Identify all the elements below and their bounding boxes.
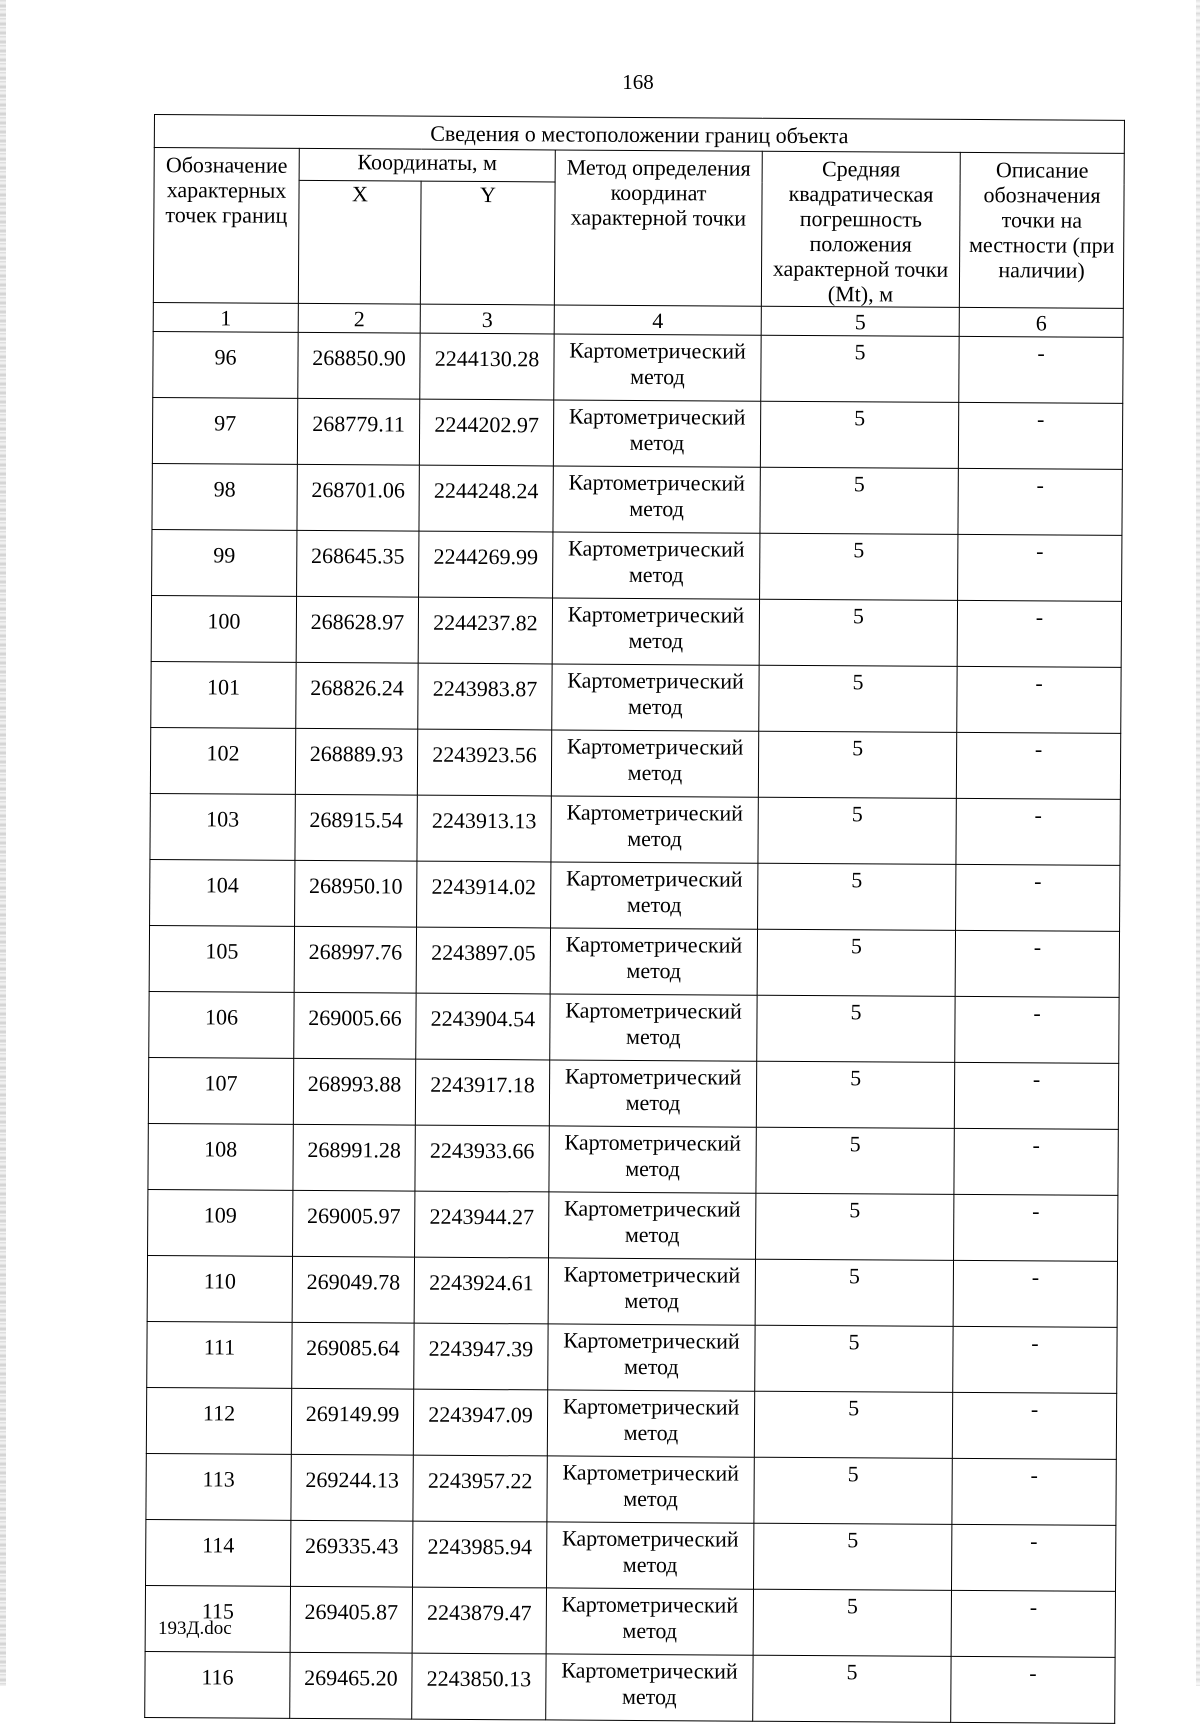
table-row xyxy=(153,331,1123,403)
point-cell: 104 xyxy=(150,859,295,926)
point-cell: 114 xyxy=(146,1519,291,1586)
table-row xyxy=(151,661,1121,733)
error-cell: 5 xyxy=(759,599,957,666)
x-coordinate-cell: 269465.20 xyxy=(290,1652,412,1719)
method-cell: Картометрический метод xyxy=(550,994,757,1061)
error-cell: 5 xyxy=(757,995,955,1062)
point-cell: 111 xyxy=(147,1321,292,1388)
x-coordinate-cell: 268915.54 xyxy=(295,794,417,861)
point-cell: 115 xyxy=(145,1585,290,1652)
y-coordinate-cell: 2244237.82 xyxy=(418,597,552,664)
description-cell: - xyxy=(958,468,1122,535)
description-cell: - xyxy=(955,996,1119,1063)
error-cell: 5 xyxy=(754,1457,952,1524)
page-number: 168 xyxy=(622,70,654,94)
table-row xyxy=(150,793,1120,865)
x-coordinate-cell: 268779.11 xyxy=(297,398,419,465)
description-cell: - xyxy=(951,1656,1115,1723)
y-coordinate-cell: 2243957.22 xyxy=(413,1455,547,1522)
point-cell: 97 xyxy=(152,397,297,464)
header-description: Описание обозначения точки на местности (при наличии) xyxy=(959,152,1124,308)
header-coordinates: Координаты, м xyxy=(299,148,555,181)
method-cell: Картометрический метод xyxy=(552,598,759,665)
error-cell: 5 xyxy=(755,1259,953,1326)
table-row xyxy=(150,727,1120,799)
method-cell: Картометрический метод xyxy=(548,1258,755,1325)
method-cell: Картометрический метод xyxy=(553,466,760,533)
y-coordinate-cell: 2243947.39 xyxy=(414,1323,548,1390)
table-row xyxy=(149,925,1119,997)
table-row xyxy=(148,1123,1118,1195)
header-y: Y xyxy=(420,181,555,305)
x-coordinate-cell: 268991.28 xyxy=(293,1124,415,1191)
error-cell: 5 xyxy=(759,665,957,732)
y-coordinate-cell: 2243924.61 xyxy=(414,1257,548,1324)
x-coordinate-cell: 268889.93 xyxy=(295,728,417,795)
y-coordinate-cell: 2243923.56 xyxy=(417,729,551,796)
description-cell: - xyxy=(951,1590,1115,1657)
description-cell: - xyxy=(956,732,1120,799)
method-cell: Картометрический метод xyxy=(547,1456,754,1523)
boundary-coordinates-table xyxy=(144,114,1125,1724)
table-row xyxy=(146,1453,1116,1525)
table-row xyxy=(147,1321,1117,1393)
y-coordinate-cell: 2243913.13 xyxy=(417,795,551,862)
y-coordinate-cell: 2243897.05 xyxy=(416,927,550,994)
description-cell: - xyxy=(952,1458,1116,1525)
error-cell: 5 xyxy=(758,731,956,798)
x-coordinate-cell: 269405.87 xyxy=(290,1586,412,1653)
table-row xyxy=(145,1651,1115,1723)
point-cell: 105 xyxy=(149,925,294,992)
x-coordinate-cell: 269005.97 xyxy=(293,1190,415,1257)
table-row xyxy=(149,991,1119,1063)
description-cell: - xyxy=(954,1128,1118,1195)
table-header xyxy=(153,115,1124,338)
description-cell: - xyxy=(954,1062,1118,1129)
x-coordinate-cell: 268950.10 xyxy=(295,860,417,927)
x-coordinate-cell: 269049.78 xyxy=(292,1256,414,1323)
x-coordinate-cell: 268850.90 xyxy=(298,332,420,399)
description-cell: - xyxy=(957,600,1121,667)
table-row xyxy=(150,859,1120,931)
method-cell: Картометрический метод xyxy=(554,334,761,401)
point-cell: 107 xyxy=(148,1057,293,1124)
x-coordinate-cell: 269335.43 xyxy=(291,1520,413,1587)
header-x: X xyxy=(298,180,421,304)
method-cell: Картометрический метод xyxy=(550,928,757,995)
column-number: 4 xyxy=(554,305,761,335)
x-coordinate-cell: 269005.66 xyxy=(294,992,416,1059)
error-cell: 5 xyxy=(755,1325,953,1392)
y-coordinate-cell: 2244269.99 xyxy=(419,531,553,598)
table-row xyxy=(147,1255,1117,1327)
scan-edge-left xyxy=(0,0,6,1686)
column-number: 5 xyxy=(761,306,959,336)
table-row xyxy=(151,595,1121,667)
description-cell: - xyxy=(955,930,1119,997)
point-cell: 102 xyxy=(150,727,295,794)
description-cell: - xyxy=(953,1260,1117,1327)
point-cell: 103 xyxy=(150,793,295,860)
y-coordinate-cell: 2243947.09 xyxy=(413,1389,547,1456)
point-cell: 112 xyxy=(146,1387,291,1454)
method-cell: Картометрический метод xyxy=(553,532,760,599)
column-number: 6 xyxy=(959,307,1123,337)
method-cell: Картометрический метод xyxy=(549,1060,756,1127)
method-cell: Картометрический метод xyxy=(549,1192,756,1259)
description-cell: - xyxy=(958,402,1122,469)
scan-edge-right xyxy=(1196,0,1200,1686)
error-cell: 5 xyxy=(758,863,956,930)
point-cell: 110 xyxy=(147,1255,292,1322)
point-cell: 100 xyxy=(151,595,296,662)
table-row xyxy=(145,1585,1115,1657)
method-cell: Картометрический метод xyxy=(546,1654,753,1721)
description-cell: - xyxy=(951,1524,1115,1591)
method-cell: Картометрический метод xyxy=(547,1522,754,1589)
error-cell: 5 xyxy=(760,467,958,534)
description-cell: - xyxy=(953,1326,1117,1393)
x-coordinate-cell: 269149.99 xyxy=(291,1388,413,1455)
error-cell: 5 xyxy=(758,797,956,864)
description-cell: - xyxy=(958,534,1122,601)
error-cell: 5 xyxy=(757,929,955,996)
table-row xyxy=(152,529,1122,601)
method-cell: Картометрический метод xyxy=(547,1390,754,1457)
header-error: Средняя квадратическая погрешность положения характерной точки (Mt), м xyxy=(761,151,960,307)
description-cell: - xyxy=(959,336,1123,403)
point-cell: 109 xyxy=(148,1189,293,1256)
y-coordinate-cell: 2243944.27 xyxy=(415,1191,549,1258)
description-cell: - xyxy=(954,1194,1118,1261)
y-coordinate-cell: 2243850.13 xyxy=(412,1653,546,1720)
column-number: 2 xyxy=(298,303,420,333)
y-coordinate-cell: 2243904.54 xyxy=(416,993,550,1060)
header-point: Обозначение характерных точек границ xyxy=(153,148,299,304)
x-coordinate-cell: 268645.35 xyxy=(297,530,419,597)
x-coordinate-cell: 268997.76 xyxy=(294,926,416,993)
table-caption: Сведения о местоположении границ объекта xyxy=(154,115,1124,154)
error-cell: 5 xyxy=(760,401,958,468)
error-cell: 5 xyxy=(756,1193,954,1260)
method-cell: Картометрический метод xyxy=(553,400,760,467)
method-cell: Картометрический метод xyxy=(549,1126,756,1193)
error-cell: 5 xyxy=(756,1061,954,1128)
error-cell: 5 xyxy=(761,335,959,402)
point-cell: 99 xyxy=(152,529,297,596)
method-cell: Картометрический метод xyxy=(551,730,758,797)
point-cell: 96 xyxy=(153,331,298,398)
error-cell: 5 xyxy=(753,1523,951,1590)
point-cell: 113 xyxy=(146,1453,291,1520)
error-cell: 5 xyxy=(753,1655,951,1722)
error-cell: 5 xyxy=(753,1589,951,1656)
column-number: 3 xyxy=(420,304,554,334)
point-cell: 98 xyxy=(152,463,297,530)
table-row xyxy=(146,1519,1116,1591)
y-coordinate-cell: 2243917.18 xyxy=(415,1059,549,1126)
method-cell: Картометрический метод xyxy=(546,1588,753,1655)
y-coordinate-cell: 2243983.87 xyxy=(418,663,552,730)
description-cell: - xyxy=(956,798,1120,865)
table-row xyxy=(152,463,1122,535)
y-coordinate-cell: 2244130.28 xyxy=(420,333,554,400)
x-coordinate-cell: 269244.13 xyxy=(291,1454,413,1521)
footer-filename: 193Д.doc xyxy=(158,1618,232,1639)
table-row xyxy=(148,1057,1118,1129)
method-cell: Картометрический метод xyxy=(551,862,758,929)
table-row xyxy=(152,397,1122,469)
y-coordinate-cell: 2243879.47 xyxy=(412,1587,546,1654)
point-cell: 106 xyxy=(149,991,294,1058)
x-coordinate-cell: 268993.88 xyxy=(293,1058,415,1125)
description-cell: - xyxy=(957,666,1121,733)
table-row xyxy=(146,1387,1116,1459)
point-cell: 101 xyxy=(151,661,296,728)
x-coordinate-cell: 268701.06 xyxy=(297,464,419,531)
y-coordinate-cell: 2243933.66 xyxy=(415,1125,549,1192)
point-cell: 116 xyxy=(145,1651,290,1718)
y-coordinate-cell: 2244202.97 xyxy=(419,399,553,466)
table-row xyxy=(148,1189,1118,1261)
y-coordinate-cell: 2243985.94 xyxy=(413,1521,547,1588)
column-number: 1 xyxy=(153,302,298,332)
table-body xyxy=(145,331,1123,1723)
point-cell: 108 xyxy=(148,1123,293,1190)
header-method: Метод определения координат характерной точки xyxy=(554,150,762,306)
method-cell: Картометрический метод xyxy=(551,796,758,863)
error-cell: 5 xyxy=(756,1127,954,1194)
x-coordinate-cell: 268628.97 xyxy=(296,596,418,663)
y-coordinate-cell: 2243914.02 xyxy=(417,861,551,928)
x-coordinate-cell: 268826.24 xyxy=(296,662,418,729)
error-cell: 5 xyxy=(754,1391,952,1458)
description-cell: - xyxy=(952,1392,1116,1459)
x-coordinate-cell: 269085.64 xyxy=(292,1322,414,1389)
error-cell: 5 xyxy=(760,533,958,600)
method-cell: Картометрический метод xyxy=(548,1324,755,1391)
method-cell: Картометрический метод xyxy=(552,664,759,731)
description-cell: - xyxy=(956,864,1120,931)
y-coordinate-cell: 2244248.24 xyxy=(419,465,553,532)
